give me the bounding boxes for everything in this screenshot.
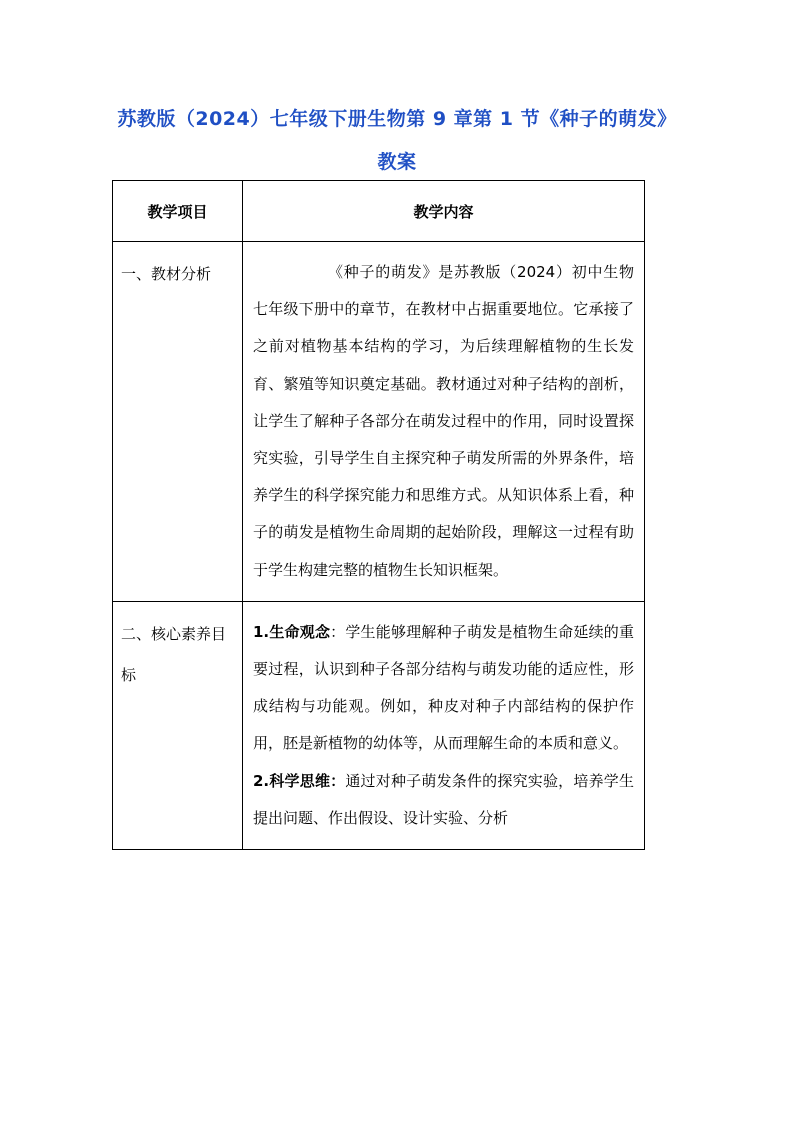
goal-text: 通过对种子萌发条件的探究实验，培养学生提出问题、作出假设、设计实验、分析 xyxy=(253,771,634,827)
row-content-core-literacy-goals xyxy=(243,601,645,849)
lesson-plan-table xyxy=(112,180,645,850)
page-title: 苏教版（2024）七年级下册生物第 9 章第 1 节《种子的萌发》教案 xyxy=(117,108,677,173)
goal-text: ：学生能够理解种子萌发是植物生命延续的重要过程，认识到种子各部分结构与萌发功能的适应性，形成结构与功能观。例如，种皮对种子内部结构的保护作用，胚是新植物的幼体等，从而理解生命的本质和意义。 xyxy=(253,622,634,753)
table-row xyxy=(113,601,645,849)
table-header-row xyxy=(113,181,645,242)
goal-paragraph xyxy=(253,763,634,837)
goal-paragraph xyxy=(253,614,634,763)
table-row xyxy=(113,242,645,602)
goal-label: 1.生命观念 xyxy=(253,622,331,641)
column-header-item: 教学项目 xyxy=(113,181,243,242)
goal-label: 2.科学思维： xyxy=(253,771,346,790)
column-header-content: 教学内容 xyxy=(243,181,645,242)
row-item-core-literacy-goals: 二、核心素养目标 xyxy=(113,601,243,849)
row-item-textbook-analysis: 一、教材分析 xyxy=(113,242,243,602)
row-content-textbook-analysis xyxy=(243,242,645,602)
content-paragraph: 《种子的萌发》是苏教版（2024）初中生物七年级下册中的章节，在教材中占据重要地位。它承接了之前对植物基本结构的学习，为后续理解植物的生长发育、繁殖等知识奠定基础。教材通过对种子结构的剖析，让学生了解种子各部分在萌发过程中的作用，同时设置探究实验，引导学生自主探究种子萌发所需的外界条件，培养学生的科学探究能力和思维方式。从知识体系上看，种子的萌发是植物生命周期的起始阶段，理解这一过程有助于学生构建完整的植物生长知识框架。 xyxy=(253,263,634,579)
